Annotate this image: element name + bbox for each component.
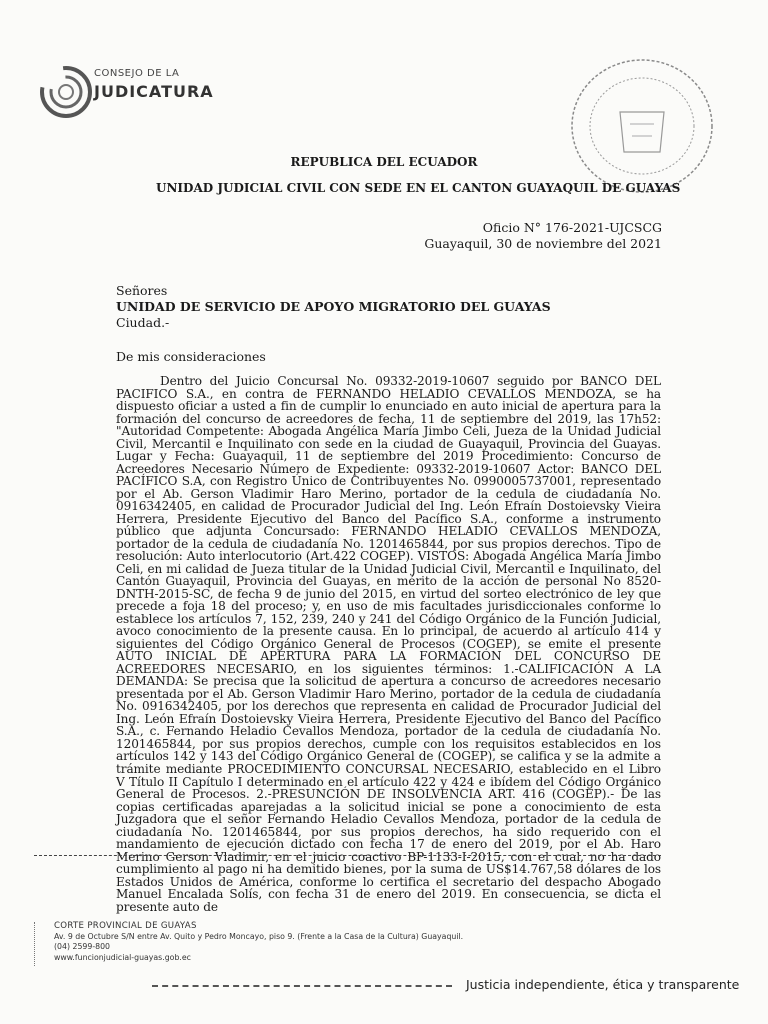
oficio-block	[424, 220, 662, 252]
footer-org: CORTE PROVINCIAL DE GUAYAS	[54, 921, 197, 931]
logo-line2: JUDICATURA	[94, 82, 214, 101]
footer-motto: Justicia independiente, ética y transparente	[466, 977, 740, 992]
addressee-city: Ciudad.-	[116, 315, 170, 330]
oficio-date: Guayaquil, 30 de noviembre del 2021	[424, 236, 662, 251]
salutation: Señores	[116, 283, 168, 298]
motto-divider	[152, 985, 452, 987]
footer-web: www.funcionjudicial-guayas.gob.ec	[54, 952, 191, 962]
document-subtitle: UNIDAD JUDICIAL CIVIL CON SEDE EN EL CANTON GUAYAQUIL DE GUAYAS	[156, 181, 681, 195]
logo-emblem-icon	[38, 62, 98, 122]
body-paragraph: Dentro del Juicio Concursal No. 09332-2019-10607 seguido por BANCO DEL PACIFICO S.A., en contra de FERNANDO HELADIO CEVALLOS MENDOZA, se ha dispuesto oficiar a usted a fin de cumplir lo enunciado en auto inicial de apertura para la formación del concurso de acreedores de fecha, 11 de septiembre del 2019, las 17h52: "Autoridad Competente: Abogada Angélica María Jimbo Celi, Jueza de la Unidad Judicial Civil, Mercantil e Inquilinato con sede en la ciudad de Guayaquil, Provincia del Guayas. Lugar y Fecha: Guayaquil, 11 de septiembre del 2019 Procedimiento: Concurso de Acreedores Necesario Número de Expediente: 09332-2019-10607 Actor: BANCO DEL PACÍFICO S.A, con Registro Único de Contribuyentes No. 0990005737001, representado por el Ab. Gerson Vladimir Haro Merino, portador de la cedula de ciudadanía No. 0916342405, en calidad de Procurador Judicial del Ing. León Efraín Dostoievsky Vieira Herrera, Presidente Ejecutivo del Banco del Pacífico S.A., conforme a instrumento público que adjunta Concursado: FERNANDO HELADIO CEVALLOS MENDOZA, portador de la cedula de ciudadanía No. 1201465844, por sus propios derechos. Tipo de resolución: Auto interlocutorio (Art.422 COGEP). VISTOS: Abogada Angélica María Jimbo Celi, en mi calidad de Jueza titular de la Unidad Judicial Civil, Mercantil e Inquilinato, del Cantón Guayaquil, Provincia del Guayas, en mérito de la acción de personal No 8520-DNTH-2015-SC, de fecha 9 de junio del 2015, en virtud del sorteo electrónico de ley que precede a foja 18 del proceso; y, en uso de mis facultades jurisdiccionales conforme lo establece los artículos 7, 152, 239, 240 y 241 del Código Orgánico de la Función Judicial, avoco conocimiento de la presente causa. En lo principal, de acuerdo al artículo 414 y siguientes del Código Orgánico General de Procesos (COGEP), se emite el presente AUTO INICIAL DE APERTURA PARA LA FORMACIÓN DEL CONCURSO DE ACREEDORES NECESARIO, en los siguientes términos: 1.-CALIFICACIÓN A LA DEMANDA: Se precisa que la solicitud de apertura a concurso de acreedores necesario presentada por el Ab. Gerson Vladimir Haro Merino, portador de la cedula de ciudadanía No. 0916342405, por los derechos que representa en calidad de Procurador Judicial del Ing. León Efraín Dostoievsky Vieira Herrera, Presidente Ejecutivo del Banco del Pacífico S.A., c. Fernando Heladio Cevallos Mendoza, portador de la cedula de ciudadanía No. 1201465844, por sus propios derechos, cumple con los requisitos establecidos en los artículos 142 y 143 del Código Orgánico General de (COGEP), se califica y se la admite a trámite mediante PROCEDIMIENTO CONCURSAL NECESARIO, establecido en el Libro V Título II Capítulo I determinado en el artículo 422 y 424 e ibídem del Código Orgánico General de Procesos. 2.-PRESUNCIÓN DE INSOLVENCIA ART. 416 (COGEP).- De las copias certificadas aparejadas a la solicitud inicial se pone a conocimiento de esta Juzgadora que el señor Fernando Heladio Cevallos Mendoza, portador de la cedula de ciudadanía No. 1201465844, por sus propios derechos, ha sido requerido con el mandamiento de ejecución dictado con fecha 17 de enero del 2019, por el Ab. Haro Merino Gerson Vladimir, en el juicio coactivo BP-1133-I-2015, con el cual, no ha dado cumplimiento al pago ni ha demitido bienes, por la suma de US$14.767,58 dólares de los Estados Unidos de América, conforme lo certifica el secretario del despacho Abogado Manuel Encalada Solís, con fecha 31 de enero del 2019. En consecuencia, se dicta el presente auto de	[116, 374, 661, 914]
oficio-number: Oficio N° 176-2021-UJCSCG	[482, 220, 662, 235]
footer-phone: (04) 2599-800	[54, 942, 111, 951]
greeting: De mis consideraciones	[116, 349, 266, 364]
strike-line	[34, 855, 661, 856]
logo-line1: CONSEJO DE LA	[94, 68, 180, 79]
footer-address: Av. 9 de Octubre S/N entre Av. Quito y Pedro Moncayo, piso 9. (Frente a la Casa de la Cultura) Guayaquil.	[54, 931, 464, 941]
addressee-block	[116, 283, 551, 331]
addressee-name: UNIDAD DE SERVICIO DE APOYO MIGRATORIO DEL GUAYAS	[116, 299, 551, 314]
footer-divider	[34, 922, 35, 966]
document-title: REPUBLICA DEL ECUADOR	[290, 155, 478, 169]
official-seal-stamp	[562, 52, 720, 202]
footer-block	[54, 921, 463, 963]
consejo-judicatura-logo	[38, 62, 214, 122]
